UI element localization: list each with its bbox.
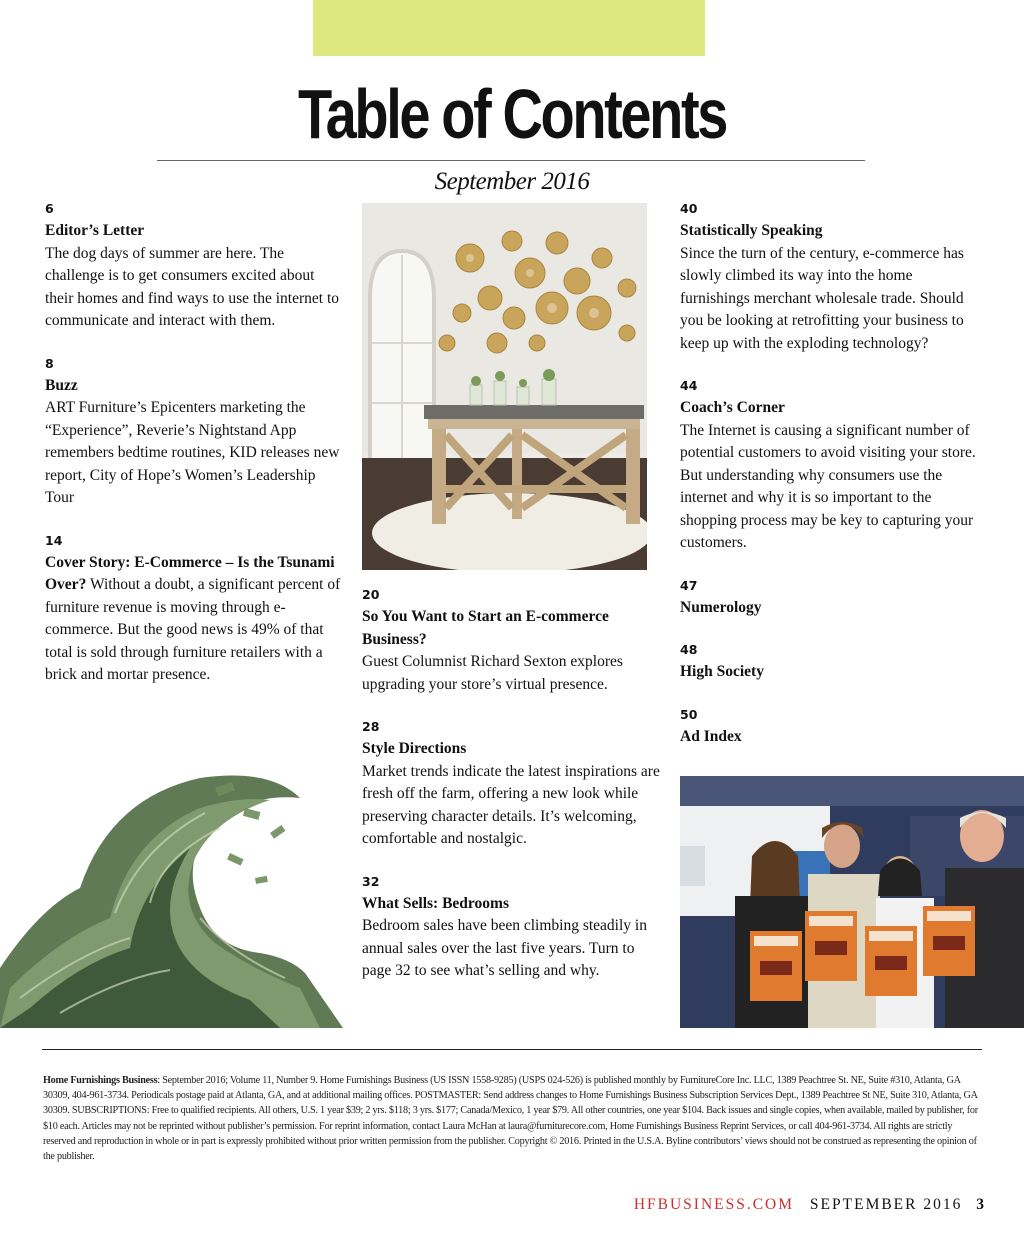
toc-page-number: 8 <box>45 355 54 371</box>
toc-entry-title: Coach’s Corner <box>680 399 785 416</box>
toc-column-left <box>45 198 345 707</box>
toc-entry[interactable] <box>680 639 985 684</box>
toc-entry-title: Editor’s Letter <box>45 222 145 239</box>
toc-entry[interactable] <box>680 198 985 355</box>
footer-website[interactable]: HFBUSINESS.COM <box>633 1196 795 1213</box>
toc-entry[interactable] <box>45 530 345 687</box>
toc-entry[interactable] <box>362 871 662 983</box>
group-photo <box>680 776 1024 1028</box>
toc-entry-description: Guest Columnist Richard Sexton explores upgrading your store’s virtual presence. <box>362 653 623 693</box>
toc-entry[interactable] <box>45 353 345 510</box>
accent-bar <box>313 0 705 56</box>
toc-entry-description: The Internet is causing a significant number of potential customers to avoid visiting your store. But understanding why consumers use the internet and why it is so important to the shopping process may be key to capturing your customers. <box>680 421 976 551</box>
toc-entry-title: Numerology <box>680 598 762 616</box>
toc-page-number: 32 <box>362 873 380 889</box>
toc-entry-title: So You Want to Start an E-commerce Business? <box>362 608 609 648</box>
toc-entry-title: High Society <box>680 663 764 680</box>
toc-page-number: 6 <box>45 201 54 216</box>
masthead-text: : September 2016; Volume 11, Number 9. Home Furnishings Business (US ISSN 1558-9285) (USPS 024-526) is published monthly by FurnitureCore Inc. LLC, 1389 Peachtree St. NE, Suite #310, Atlanta, GA 30309, 404-961-3734. Periodicals postage paid at Atlanta, GA, and at additional mailing offices. POSTMASTER: Send address changes to Home Furnishings Business Subscription Services Dept., 1389 Peachtree St NE, Suite 310, Atlanta, GA 30309. SUBSCRIPTIONS: Free to qualified recipients. All others, U.S. 1 year $39; 2 yrs. $118; 3 yrs. $177; Canada/Mexico, 1 year $79. All other countries, one year $104. Back issues and single copies, when available, mailed by publisher, for $10 each. Articles may not be reprinted without publisher’s permission. For reprint information, contact Laura McHan at laura@furniturecore.com, Home Furnishings Business Reprint Services, or call 404-961-3734. All rights are strictly reserved and reproduction in whole or in part is expressly prohibited without prior written permission from the publisher. Copyright © 2016. Printed in the U.S.A. Byline contributors’ views should not be construed as representing the opinion of the publisher. <box>43 1075 978 1163</box>
toc-page-number: 14 <box>45 532 63 548</box>
footer-page-number: 3 <box>976 1196 984 1213</box>
toc-entry-description: ART Furniture’s Epicenters marketing the “Experience”, Reverie’s Nightstand App remembers bedtime routines, KID releases new report, City of Hope’s Women’s Leadership Tour <box>45 399 340 506</box>
toc-entry-title: Cover Story: E-Commerce – Is the Tsunami Over? <box>45 553 335 593</box>
toc-entry[interactable] <box>680 575 985 620</box>
toc-entry[interactable] <box>45 198 345 333</box>
toc-entry-description: The dog days of summer are here. The challenge is to get consumers excited about their homes and find ways to use the internet to communicate and interact with them. <box>45 244 340 329</box>
footer-issue: SEPTEMBER 2016 <box>809 1196 963 1213</box>
toc-entry-description: Without a doubt, a significant percent of furniture revenue is moving through e-commerce. But the good news is 49% of that total is sold through furniture retailers with a brick and mortar presence. <box>45 576 341 683</box>
issue-date: September 2016 <box>434 168 590 195</box>
toc-page-number: 47 <box>680 577 698 593</box>
toc-entry-description: Since the turn of the century, e-commerce has slowly climbed its way into the home furnishings merchant wholesale trade. Should you be looking at retrofitting your business to keep up with the exploding technology? <box>680 244 964 352</box>
masthead-divider <box>42 1049 982 1050</box>
toc-entry[interactable] <box>680 704 985 749</box>
toc-page-number: 20 <box>362 587 380 602</box>
toc-entry-description: Market trends indicate the latest inspirations are fresh off the farm, offering a new look while preserving character details. It’s welcoming, comfortable and nostalgic. <box>362 762 660 847</box>
toc-entry-title: Style Directions <box>362 740 467 757</box>
console-table-photo <box>362 203 647 570</box>
masthead-statement <box>43 1073 983 1164</box>
toc-column-middle <box>362 584 662 1003</box>
title-divider <box>157 160 865 161</box>
page-title: Table of Contents <box>298 75 726 153</box>
toc-column-right <box>680 198 985 768</box>
toc-entry[interactable] <box>362 716 662 851</box>
money-wave-illustration <box>0 738 343 1028</box>
toc-entry-description: Bedroom sales have been climbing steadily in annual sales over the last five years. Turn to page 32 to see what’s selling and why. <box>362 917 647 979</box>
toc-entry[interactable] <box>680 375 985 555</box>
toc-entry-title: What Sells: Bedrooms <box>362 894 509 912</box>
toc-entry-title: Statistically Speaking <box>680 222 823 239</box>
toc-entry[interactable] <box>362 584 662 696</box>
toc-page-number: 28 <box>362 719 380 734</box>
toc-entry-title: Ad Index <box>680 727 742 745</box>
page-footer <box>634 1196 984 1214</box>
toc-page-number: 40 <box>680 201 698 216</box>
toc-page-number: 44 <box>680 378 698 393</box>
toc-page-number: 48 <box>680 642 698 657</box>
toc-entry-title: Buzz <box>45 376 78 394</box>
masthead-publication-name: Home Furnishings Business <box>43 1075 158 1086</box>
toc-page-number: 50 <box>680 706 698 722</box>
